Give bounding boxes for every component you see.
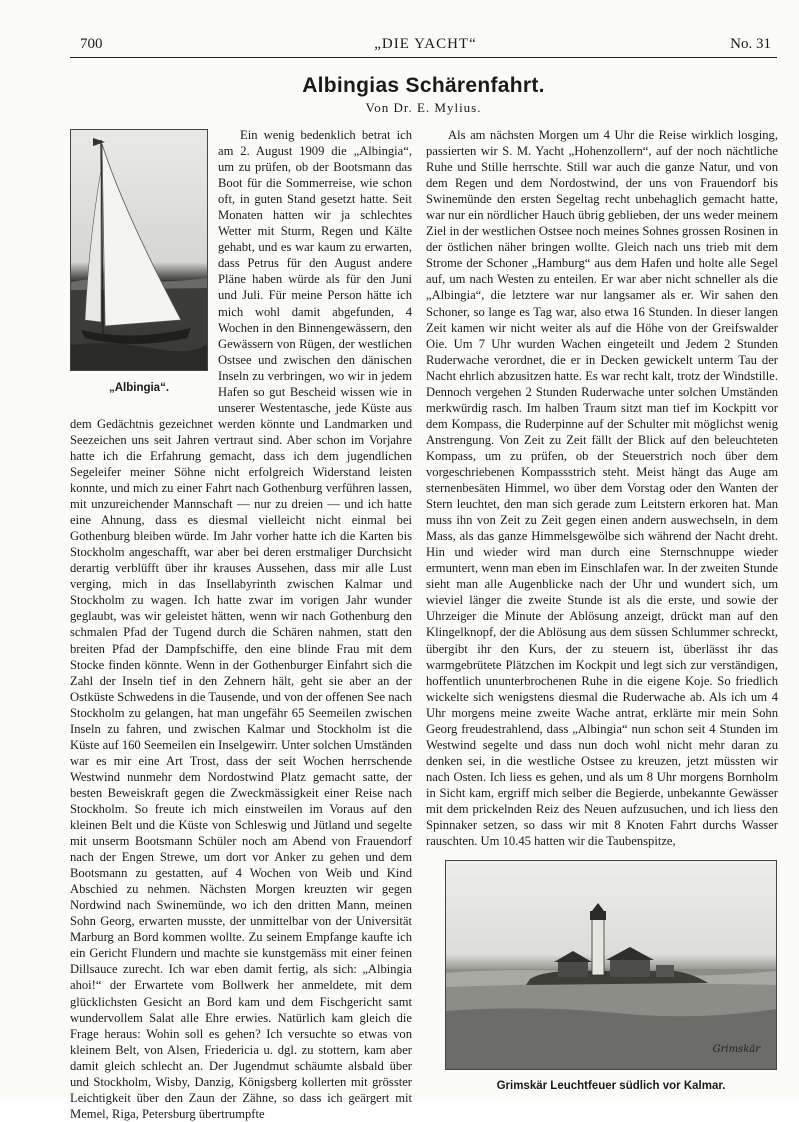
article-paragraph: Als am nächsten Morgen um 4 Uhr die Reise wirklich losging, passierten wir S. M. Yacht „Hohenzollern“, auf der noch nächtliche Ruhe und Stille herrschte. Still war auch die ganze Natur, und von dem Regen und dem Nordostwind, der uns von Frauendorf bis Swinemünde den ersten Segeltag recht unbehaglich gemacht hatte, war nur ein nördlicher Hauch übrig geblieben, der uns weder meinem Ziel in der westlichen Ostsee noch meines Sohnes grossen Rosinen in der östlichen näher bringen wollte. Gleich nach uns trieb mit dem Strome der Schoner „Hamburg“ aus dem Hafen und holte alle Segel auf, um nach Westen zu enteilen. Er war aber nicht schneller als die „Albingia“, die letztere war nur langsamer als er. Wir sahen den Schoner, so lange es Tag war, also etwa 16 Stunden. In dieser langen Zeit kamen wir nicht weiter als auf die Höhe von der Greifswalder Oie. Um 7 Uhr wurden Wachen eingeteilt und Jedem 2 Stunden Ruderwache verordnet, die er in Decken gewickelt unterm Tau der Nacht ehrlich abzusitzen hatte. Es war recht kalt, trotz der Windstille. Dennoch vergehen 2 Stunden Ruderwache unter solchen Umständen merkwürdig rasch. Im halben Traum sitzt man tief im Kockpitt vor dem Kompass, die Ruderpinne auf der Schulter mit möglichst wenig Anstrengung. Von Zeit zu Zeit fällt der Blick auf den beleuchteten Kompass, um zu prüfen, ob der Steuerstrich noch über dem vorgeschriebenen Kompassstrich steht. Meist hängt das Auge am sternenbesäten Himmel, wo über dem Vorstag oder den Wanten der Stern leuchtet, den man sich gerade zum Leitstern erkoren hat. Man muss ihn von Zeit zu Zeit gegen einen andern auswechseln, in dem Mass, als das ganze Himmelsgewölbe sich während der Nacht dreht. Hin und wieder wird man durch eine Sternschnuppe wieder ermuntert, wenn man eben im Einschlafen war. In der zweiten Stunde sieht man alle Augenblicke nach der Uhr und wundert sich, um wieviel länger die zweite Stunde ist als die erste, und sowie der Uhrzeiger die Minute der Ablösung anzeigt, drückt man auf den Klingelknopf, der die Ablösung aus dem süssen Schlummer schreckt, übergibt ihr den Kurs, der zu steuern ist, überlässt ihr das warmgebrütete Plätzchen im Kockpit und legt sich zur verständigen, hoffentlich ununterbrochenen Ruhe in die eigene Koje. So friedlich wickelte sich wenigstens diesmal die Ruderwache ab. Als ich um 4 Uhr morgens meine zweite Wache antrat, erklärte mir mein Sohn Georg freudestrahlend, dass „Albingia“ nun schon seit 4 Stunden im Westwind segelte und dass nun doch wohl nicht mehr daran zu denken sei, in die westliche Ostsee zu kreuzen, jetzt müssten wir nach Osten. Ich liess es gehen, und als um 8 Uhr morgens Bornholm in Sicht kam, ergriff mich selber die Begierde, unbekannte Gewässer mit dem prickelnden Reiz des Neuen aufzusuchen, und ich liess den Spinnaker setzen, so dass wir mit 8 Knoten Fahrt durchs Wasser rauschten. Um 10.45 hatten wir die Taubenspitze, — [426, 128, 778, 849]
issue-number: No. 31 — [730, 36, 771, 52]
page-number: 700 — [80, 36, 103, 52]
article-byline: Von Dr. E. Mylius. — [365, 100, 482, 115]
lighthouse-caption: Grimskär Leuchtfeuer südlich vor Kalmar. — [496, 1080, 726, 1092]
article-title: Albingias Schärenfahrt. — [302, 74, 545, 97]
lighthouse-drawing — [446, 861, 776, 1069]
header-rule — [70, 57, 777, 58]
magazine-title: „DIE YACHT“ — [374, 36, 477, 52]
page-header — [80, 36, 771, 56]
left-column — [70, 127, 412, 1121]
yacht-figure — [70, 129, 208, 397]
right-column — [426, 127, 778, 853]
lighthouse-figure — [445, 860, 777, 1092]
article-paragraph: Ein wenig bedenklich betrat ich am 2. August 1909 die „Albingia“, um zu prüfen, ob der Bootsmann das Boot für die Sommerreise, wie schon oft, in guten Stand gesetzt hatte. Seit Monaten hatten wir ja schlechtes Wetter mit Sturm, Regen und Kälte gehabt, und es war kaum zu erwarten, dass Petrus für den August andere Pläne haben würde als für den Juni und Juli. Für meine Person hätte ich mich wohl damit abgefunden, 4 Wochen in den Binnengewässern, den Gewässern von Rügen, der westlichen Ostsee und zwischen den dänischen Inseln zu verbringen, wo wir in jedem Hafen so gut Bescheid wissen wie in unserer Westentasche, jede Küste aus dem Gedächtnis gezeichnet werden könnte und Landmarken und Seezeichen uns seit Jahren vertraut sind. Aber schon im Vorjahre hatte ich die Erfahrung gemacht, dass ich dem jugendlichen Segeleifer meiner Söhne nicht erfolgreich Widerstand leisten konnte, und mich zu einer Fahrt nach Gothenburg verführen lassen, mit unzureichender Mannschaft — nur zu dreien — und ich hatte eine Ahnung, dass es diesmal vielleicht nicht einmal bei Gothenburg bleiben würde. Im Jahr vorher hatte ich die Karten bis Stockholm angeschafft, war aber bei deren erstmaliger Durchsicht derartig verblüfft über ihr krauses Aussehen, dass mir alle Lust verging, mich in das Insellabyrinth zwischen Kalmar und Stockholm zu wagen. Ich hatte zwar im vorigen Jahr wunder geglaubt, was wir geleistet hätten, wenn wir nach Gothenburg den schmalen Pfad der Tugend durch die Schären nahmen, statt den breiten Pfad der Dampfschiffe, den eine blinde Frau mit dem Stocke finden könnte. Wenn in der Gothenburger Einfahrt sich die Zahl der Inseln tief in den Zehnern hält, geht sie aber an der Ostküste Schwedens in die Tausende, und von der offenen See nach Stockholm zu gelangen, hat man ungefähr 65 Seemeilen zwischen Inseln zu fahren, und zwischen Kalmar und Stockholm ist die Küste auf 160 Seemeilen ein Inselgewirr. Unter solchen Umständen war es mir eine Art Trost, dass der seit Wochen herrschende Westwind nunmehr dem Nordostwind Platz gemacht satte, der besten Beweiskraft gegen die Zweckmässigkeit einer Reise nach Stockholm. So freute ich mich einstweilen im Voraus auf den kleinen Belt und die Küste von Schleswig und Jütland und segelte mit unserm Bootsmann Schüler noch am Abend von Frauendorf nach der Engen Strewe, um dort vor Anker zu gehen und dem Bootsmann zu gestatten, auf 4 Wochen von Weib und Kind Abschied zu nehmen. Nächsten Morgen kreuzten wir gegen Nordwind nach Swinemünde, wo ich den dritten Mann, meinen Sohn Georg, erwarten musste, der unmittelbar von der Universität Marburg an Bord kommen wollte. Zu seinem Empfange kaufte ich ein Gericht Flundern und machte sie kunstgemäss mit einer feinen Dillsauce zurecht. Ich war eben damit fertig, als sich: „Albingia ahoi!“ der Erwartete vom Bollwerk her anmeldete, mit dem glücklichsten Gesicht an Bord kam und dem Fischgericht samt wundervollem Salat alle Ehre erwies. Natürlich kam gleich die Frage heraus: Wohin soll es gehen? Ich versuchte so etwas von kleinem Belt, von Alsen, Friedericia u. dgl. zu stottern, kam aber damit gleich schlecht an. Der Jugendmut schäumte alsbald über und Stockholm, Wisby, Danzig, Königsberg kollerten mit grösster Leichtigkeit über den Zaun der Zähne, so dass ich geärgert mit Memel, Riga, Petersburg übertrumpfte — [70, 128, 412, 1121]
illustration-signature: Grimskär — [712, 1044, 760, 1055]
yacht-caption: „Albingia“. — [108, 382, 170, 394]
lighthouse-illustration — [445, 860, 777, 1070]
sailboat-illustration — [71, 130, 207, 370]
yacht-photo — [70, 129, 208, 371]
